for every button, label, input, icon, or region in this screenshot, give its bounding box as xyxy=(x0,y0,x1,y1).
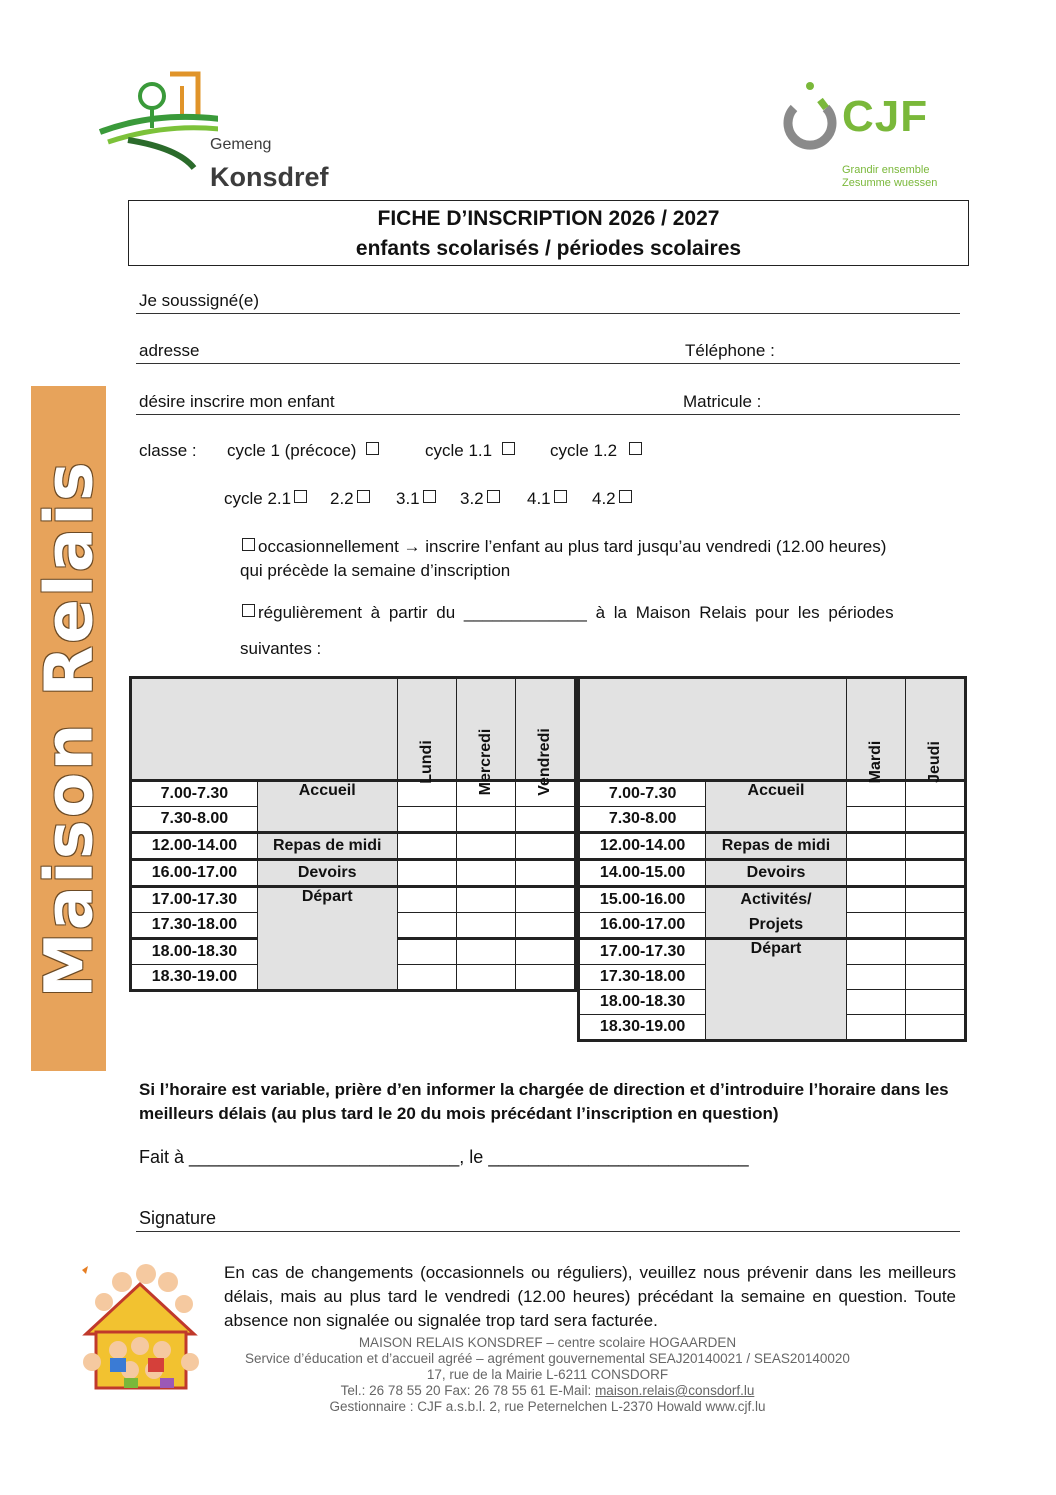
table-row: 17.30-18.00 xyxy=(131,913,576,939)
konsdref-logo xyxy=(98,70,329,192)
checkbox[interactable] xyxy=(294,490,307,503)
checkbox[interactable] xyxy=(554,490,567,503)
footer-line-5: Gestionnaire : CJF a.s.b.l. 2, rue Peternelchen L-2370 Howald www.cjf.lu xyxy=(329,1399,766,1414)
title-box xyxy=(128,200,969,266)
checkbox-cell[interactable] xyxy=(846,781,905,807)
checkbox-cell[interactable] xyxy=(397,807,456,833)
changes-notice: En cas de changements (occasionnels ou réguliers), veuillez nous prévenir dans les meilleurs délais, mais au plus tard le vendredi (12.00 heures) précédant la semaine en question. Toute absence non signalée ou signalée trop tard sera facturée. xyxy=(224,1263,956,1330)
day-header-lundi: Lundi xyxy=(397,678,456,781)
checkbox-cell[interactable] xyxy=(905,887,965,913)
checkbox-cell[interactable] xyxy=(397,913,456,939)
enroll-field[interactable] xyxy=(136,390,960,415)
checkbox-cell[interactable] xyxy=(905,807,965,833)
konsdref-name: Konsdref xyxy=(210,162,329,192)
cjf-name: CJF xyxy=(842,92,929,141)
class-option-3-1[interactable]: 3.1 xyxy=(396,489,439,509)
checkbox-cell[interactable] xyxy=(905,939,965,965)
option-regular[interactable]: régulièrement à partir du _____________ à la Maison Relais pour les périodes xyxy=(240,603,957,623)
checkbox-cell[interactable] xyxy=(905,1015,965,1041)
class-option-4-1[interactable]: 4.1 xyxy=(527,489,570,509)
checkbox-cell[interactable] xyxy=(456,965,515,991)
table-row: 7.30-8.00 xyxy=(131,807,576,833)
table-row: 16.00-17.00 Projets xyxy=(579,913,966,939)
table-row: 17.00-17.30 Départ xyxy=(131,887,576,913)
side-banner-text: Maison Relais xyxy=(30,459,107,998)
signature-field[interactable] xyxy=(136,1207,960,1232)
schedule-table-right xyxy=(577,676,967,1042)
checkbox[interactable] xyxy=(366,442,379,455)
table-row: 16.00-17.00 Devoirs xyxy=(131,860,576,887)
class-label: classe : xyxy=(139,441,197,460)
checkbox[interactable] xyxy=(357,490,370,503)
option-occasional-cont: qui précède la semaine d’inscription xyxy=(240,561,511,580)
checkbox-cell[interactable] xyxy=(905,990,965,1015)
checkbox-cell[interactable] xyxy=(397,860,456,887)
checkbox-cell[interactable] xyxy=(456,807,515,833)
checkbox-cell[interactable] xyxy=(397,965,456,991)
checkbox-cell[interactable] xyxy=(456,887,515,913)
side-banner xyxy=(31,386,106,1071)
checkbox-cell[interactable] xyxy=(515,807,575,833)
checkbox[interactable] xyxy=(629,442,642,455)
checkbox-cell[interactable] xyxy=(846,990,905,1015)
checkbox-cell[interactable] xyxy=(397,833,456,860)
table-row: 7.00-7.30 Accueil xyxy=(579,781,966,807)
table-row: 12.00-14.00 Repas de midi xyxy=(131,833,576,860)
matricule-label: Matricule : xyxy=(683,392,762,411)
checkbox-cell[interactable] xyxy=(456,833,515,860)
checkbox-cell[interactable] xyxy=(515,887,575,913)
checkbox[interactable] xyxy=(242,538,255,551)
checkbox[interactable] xyxy=(619,490,632,503)
table-row: 17.30-18.00 xyxy=(579,965,966,990)
signature-label: Signature xyxy=(139,1208,217,1228)
day-header-mardi: Mardi xyxy=(846,678,905,781)
checkbox-cell[interactable] xyxy=(846,913,905,939)
footer-line-1: MAISON RELAIS KONSDREF – centre scolaire HOGAARDEN xyxy=(358,1335,737,1350)
schedule-table-left xyxy=(129,676,577,992)
checkbox-cell[interactable] xyxy=(456,939,515,965)
checkbox-cell[interactable] xyxy=(846,939,905,965)
class-option-4-2[interactable]: 4.2 xyxy=(592,489,635,509)
table-header-blank xyxy=(579,678,847,781)
checkbox[interactable] xyxy=(242,604,255,617)
page-subtitle: enfants scolarisés / périodes scolaires xyxy=(355,237,742,260)
checkbox-cell[interactable] xyxy=(456,860,515,887)
table-row: 18.00-18.30 xyxy=(579,990,966,1015)
footer-line-3: 17, rue de la Mairie L-6211 CONSDORF xyxy=(426,1367,669,1382)
class-option-precoce[interactable]: cycle 1 (précoce) xyxy=(227,441,382,461)
checkbox-cell[interactable] xyxy=(515,913,575,939)
table-header-blank xyxy=(131,678,398,781)
table-row: 18.30-19.00 xyxy=(579,1015,966,1041)
cjf-tagline-2: Zesumme wuessen xyxy=(842,177,938,189)
checkbox-cell[interactable] xyxy=(397,781,456,807)
table-row: 17.00-17.30 Départ xyxy=(579,939,966,965)
class-option-1-1[interactable]: cycle 1.1 xyxy=(425,441,518,461)
cjf-emblem-icon xyxy=(780,78,840,168)
table-row: 14.00-15.00 Devoirs xyxy=(579,860,966,887)
cjf-logo xyxy=(780,76,960,191)
konsdref-gemeng: Gemeng xyxy=(210,136,272,153)
checkbox-cell[interactable] xyxy=(905,781,965,807)
checkbox-cell[interactable] xyxy=(905,860,965,887)
option-occasional[interactable]: occasionnellement → inscrire l’enfant au plus tard jusqu’au vendredi (12.00 heures) xyxy=(240,537,886,557)
class-option-2-2[interactable]: 2.2 xyxy=(330,489,373,509)
checkbox-cell[interactable] xyxy=(846,887,905,913)
class-option-3-2[interactable]: 3.2 xyxy=(460,489,503,509)
table-row: 18.00-18.30 xyxy=(131,939,576,965)
class-option-1-2[interactable]: cycle 1.2 xyxy=(550,441,645,461)
table-row: 7.00-7.30 Accueil xyxy=(131,781,576,807)
checkbox-cell[interactable] xyxy=(846,1015,905,1041)
checkbox-cell[interactable] xyxy=(846,965,905,990)
page-title: FICHE D’INSCRIPTION 2026 / 2027 xyxy=(377,207,720,230)
day-header-mercredi: Mercredi xyxy=(456,678,515,781)
enroll-label: désire inscrire mon enfant xyxy=(139,392,335,411)
variable-schedule-note: Si l’horaire est variable, prière d’en informer la chargée de direction et d’introduire l’horaire dans les meilleurs délais (au plus tard le 20 du mois précédant l’inscription en question) xyxy=(139,1080,949,1123)
checkbox-cell[interactable] xyxy=(905,965,965,990)
footer-line-2: Service d’éducation et d’accueil agréé – agrément gouvernemental SEAJ20140021 / SEAS20140020 xyxy=(245,1351,850,1366)
checkbox-cell[interactable] xyxy=(846,833,905,860)
undersigned-field[interactable] xyxy=(136,289,960,314)
checkbox-cell[interactable] xyxy=(846,860,905,887)
checkbox[interactable] xyxy=(423,490,436,503)
email-link[interactable]: maison.relais@consdorf.lu xyxy=(595,1383,755,1398)
checkbox-cell[interactable] xyxy=(515,939,575,965)
cjf-tagline-1: Grandir ensemble xyxy=(842,164,930,176)
checkbox-cell[interactable] xyxy=(905,913,965,939)
checkbox-cell[interactable] xyxy=(515,833,575,860)
footer-line-4: Tel.: 26 78 55 20 Fax: 26 78 55 61 E-Mail: maison.relais@consdorf.lu xyxy=(340,1383,755,1398)
table-row: 15.00-16.00 Activités/ xyxy=(579,887,966,913)
option-regular-cont: suivantes : xyxy=(240,639,322,658)
address-field[interactable] xyxy=(136,339,960,364)
class-option-2-1[interactable]: cycle 2.1 xyxy=(224,489,310,509)
checkbox-cell[interactable] xyxy=(397,887,456,913)
table-row: 12.00-14.00 Repas de midi xyxy=(579,833,966,860)
day-header-jeudi: Jeudi xyxy=(905,678,965,781)
konsdref-emblem-icon xyxy=(98,70,218,170)
checkbox-cell[interactable] xyxy=(456,913,515,939)
day-header-vendredi: Vendredi xyxy=(515,678,575,781)
checkbox-cell[interactable] xyxy=(515,965,575,991)
undersigned-label: Je soussigné(e) xyxy=(139,291,260,310)
address-label: adresse xyxy=(139,341,200,360)
checkbox-cell[interactable] xyxy=(397,939,456,965)
checkbox[interactable] xyxy=(502,442,515,455)
place-date-field[interactable]: Fait à ___________________________, le __________________________ xyxy=(139,1147,749,1167)
table-row: 18.30-19.00 xyxy=(131,965,576,991)
checkbox-cell[interactable] xyxy=(846,807,905,833)
table-row: 7.30-8.00 xyxy=(579,807,966,833)
checkbox-cell[interactable] xyxy=(515,860,575,887)
checkbox[interactable] xyxy=(487,490,500,503)
phone-label: Téléphone : xyxy=(685,341,775,360)
checkbox-cell[interactable] xyxy=(905,833,965,860)
